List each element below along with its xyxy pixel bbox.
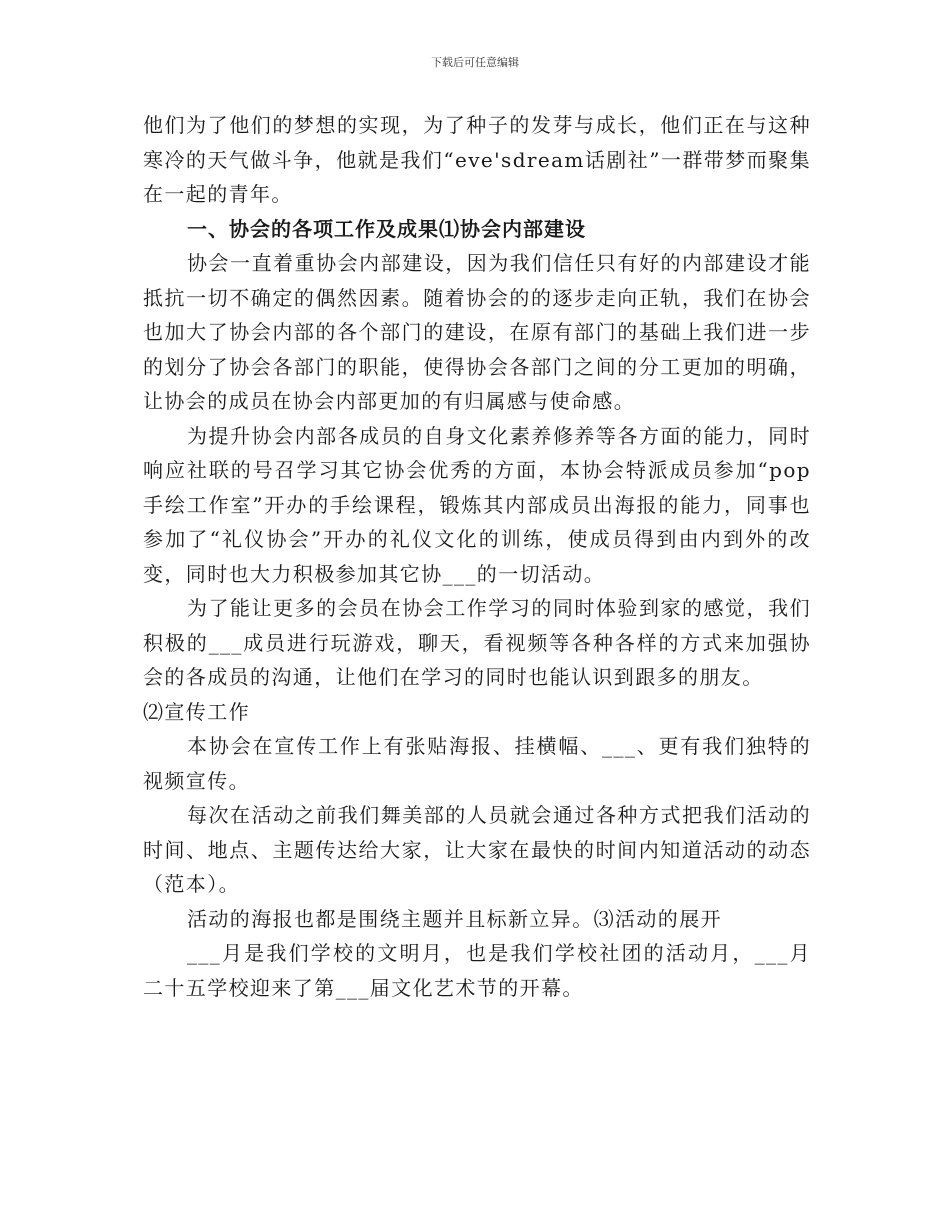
paragraph-intro: 他们为了他们的梦想的实现，为了种子的发芽与成长，他们正在与这种寒冷的天气做斗争，他就是我们“eve'sdream话剧社”一群带梦而聚集在一起的青年。 [143,113,811,206]
section-heading-1: 一、协会的各项工作及成果⑴协会内部建设 [187,216,586,241]
section-heading-2: ⑵宣传工作 [143,699,250,724]
paragraph-internal-building: 协会一直着重协会内部建设，因为我们信任只有好的内部建设才能抵抗一切不确定的偶然因素。随着协会的的逐步走向正轨，我们在协会也加大了协会内部的各个部门的建设，在原有部门的基础上我们进一步的划分了协会各部门的职能，使得协会各部门之间的分工更加的明确，让协会的成员在协会内部更加的有归属感与使命感。 [143,251,811,413]
paragraph-skills-training: 为提升协会内部各成员的自身文化素养修养等各方面的能力，同时响应社联的号召学习其它协会优秀的方面，本协会特派成员参加“pop手绘工作室”开办的手绘课程，锻炼其内部成员出海报的能力，同事也参加了“礼仪协会”开办的礼仪文化的训练，使成员得到由内到外的改变，同时也大力积极参加其它协___的一切活动。 [143,423,811,586]
paragraph-member-bonding: 为了能让更多的会员在协会工作学习的同时体验到家的感觉，我们积极的___成员进行玩游戏，聊天，看视频等各种各样的方式来加强协会的各成员的沟通，让他们在学习的同时也能认识到跟多的朋友。 [143,596,811,689]
paragraph-activities: ___月是我们学校的文明月，也是我们学校社团的活动月，___月二十五学校迎来了第___届文化艺术节的开幕。 [143,941,811,1000]
page-header: 下载后可任意编辑 [431,56,519,69]
paragraph-announcements: 每次在活动之前我们舞美部的人员就会通过各种方式把我们活动的时间、地点、主题传达给大家，让大家在最快的时间内知道活动的动态（范本）。 [143,803,811,896]
paragraph-publicity: 本协会在宣传工作上有张贴海报、挂横幅、___、更有我们独特的视频宣传。 [143,734,811,793]
paragraph-posters: 活动的海报也都是围绕主题并且标新立异。⑶活动的展开 [187,906,722,931]
document-body [143,108,811,1005]
